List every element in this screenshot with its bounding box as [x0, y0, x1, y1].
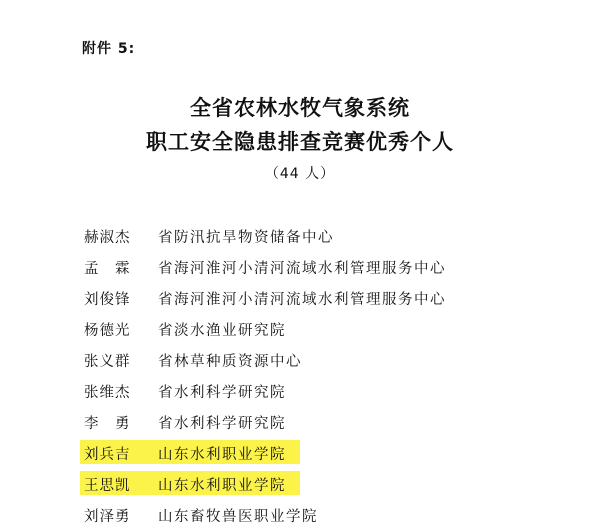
document-title-line1: 全省农林水牧气象系统: [190, 96, 410, 120]
honoree-name: 李 勇: [84, 416, 131, 432]
honoree-organization: 省水利科学研究院: [158, 416, 286, 432]
honoree-organization: 省防汛抗旱物资储备中心: [158, 230, 334, 246]
honoree-row: [80, 501, 580, 532]
honoree-organization: 山东畜牧兽医职业学院: [158, 509, 318, 525]
honoree-list: [80, 222, 580, 532]
honoree-name: 刘泽勇: [84, 509, 131, 525]
honoree-row: [80, 439, 580, 470]
honoree-organization: 省淡水渔业研究院: [158, 323, 286, 339]
honoree-row: [80, 253, 580, 284]
honoree-row: [80, 222, 580, 253]
honoree-name: 杨德光: [84, 323, 131, 339]
honoree-organization: 山东水利职业学院: [158, 447, 286, 463]
honoree-row: [80, 408, 580, 439]
honoree-row: [80, 377, 580, 408]
honoree-name: 刘兵吉: [84, 447, 131, 463]
honoree-row: [80, 284, 580, 315]
honoree-name: 张义群: [84, 354, 131, 370]
honoree-name: 刘俊锋: [84, 292, 131, 308]
honoree-organization: 省水利科学研究院: [158, 385, 286, 401]
honoree-row: [80, 346, 580, 377]
honoree-name: 赫淑杰: [84, 230, 131, 246]
person-count: （44 人）: [264, 166, 336, 182]
honoree-name: 王思凯: [84, 478, 131, 494]
honoree-name: 张维杰: [84, 385, 131, 401]
document-title-line2: 职工安全隐患排查竞赛优秀个人: [146, 130, 454, 154]
honoree-organization: 山东水利职业学院: [158, 478, 286, 494]
honoree-organization: 省海河淮河小清河流域水利管理服务中心: [158, 261, 446, 277]
honoree-row: [80, 315, 580, 346]
honoree-name: 孟 霖: [84, 261, 131, 277]
honoree-row: [80, 470, 580, 501]
honoree-organization: 省林草种质资源中心: [158, 354, 302, 370]
attachment-label: 附件 5:: [82, 41, 136, 57]
honoree-organization: 省海河淮河小清河流域水利管理服务中心: [158, 292, 446, 308]
